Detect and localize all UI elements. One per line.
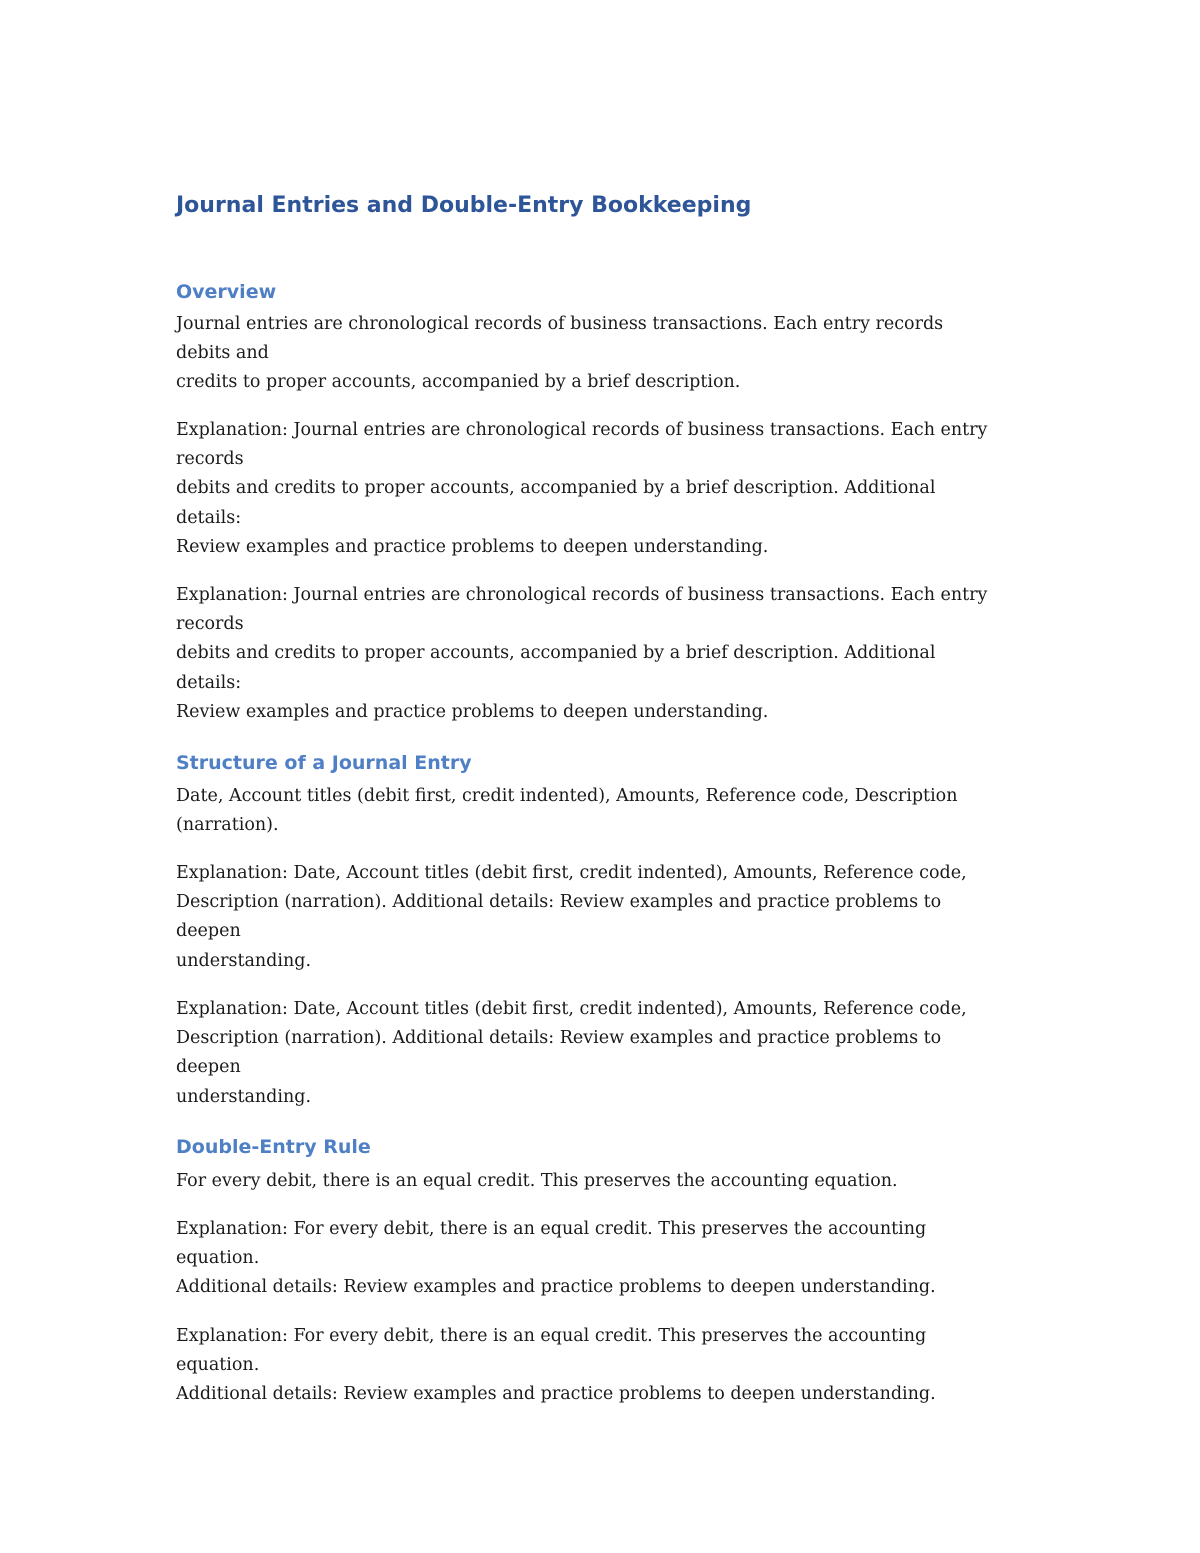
paragraph bbox=[176, 581, 987, 727]
text-line: debits and credits to proper accounts, accompanied by a brief description. Additional bbox=[176, 478, 936, 499]
text-line: Explanation: Journal entries are chronological records of business transactions. Each entry bbox=[176, 585, 988, 605]
text-line: understanding. bbox=[176, 950, 312, 971]
paragraph bbox=[176, 1215, 936, 1303]
section-heading-structure: Structure of a Journal Entry bbox=[176, 752, 472, 774]
paragraph bbox=[176, 1322, 936, 1410]
text-line: Explanation: Date, Account titles (debit first, credit indented), Amounts, Reference code, bbox=[176, 999, 967, 1019]
text-line: debits and credits to proper accounts, accompanied by a brief description. Additional bbox=[176, 643, 936, 664]
text-line: equation. bbox=[176, 1355, 260, 1376]
text-line: deepen bbox=[176, 921, 241, 942]
text-line: deepen bbox=[176, 1057, 241, 1078]
text-line: Review examples and practice problems to deepen understanding. bbox=[176, 536, 769, 557]
text-line: Explanation: For every debit, there is an equal credit. This preserves the accounting bbox=[176, 1219, 927, 1239]
text-line: Explanation: Journal entries are chronological records of business transactions. Each entry bbox=[176, 420, 988, 440]
text-line: Explanation: Date, Account titles (debit first, credit indented), Amounts, Reference code, bbox=[176, 863, 967, 883]
section-heading-double-entry-rule: Double-Entry Rule bbox=[176, 1136, 371, 1158]
paragraph bbox=[176, 1167, 898, 1196]
text-line: Date, Account titles (debit first, credit indented), Amounts, Reference code, Description bbox=[176, 786, 958, 806]
text-line: Additional details: Review examples and practice problems to deepen understanding. bbox=[176, 1384, 936, 1405]
text-line: details: bbox=[176, 672, 242, 693]
paragraph bbox=[176, 782, 957, 840]
paragraph bbox=[176, 310, 943, 398]
text-line: credits to proper accounts, accompanied by a brief description. bbox=[176, 372, 741, 393]
document-title: Journal Entries and Double-Entry Bookkeeping bbox=[176, 193, 752, 218]
paragraph bbox=[176, 416, 987, 562]
text-line: records bbox=[176, 449, 244, 470]
text-line: Additional details: Review examples and practice problems to deepen understanding. bbox=[176, 1277, 936, 1298]
text-line: Journal entries are chronological records of business transactions. Each entry records bbox=[176, 314, 944, 334]
text-line: Description (narration). Additional details: Review examples and practice problems to bbox=[176, 1028, 942, 1049]
paragraph bbox=[176, 859, 967, 976]
text-line: understanding. bbox=[176, 1086, 312, 1107]
text-line: Explanation: For every debit, there is an equal credit. This preserves the accounting bbox=[176, 1326, 927, 1346]
section-heading-overview: Overview bbox=[176, 281, 277, 303]
text-line: records bbox=[176, 614, 244, 635]
text-line: equation. bbox=[176, 1248, 260, 1269]
paragraph bbox=[176, 995, 967, 1112]
text-line: For every debit, there is an equal credit. This preserves the accounting equation. bbox=[176, 1171, 898, 1191]
text-line: debits and bbox=[176, 343, 269, 364]
text-line: details: bbox=[176, 507, 242, 528]
text-line: Description (narration). Additional details: Review examples and practice problems to bbox=[176, 892, 942, 913]
text-line: Review examples and practice problems to deepen understanding. bbox=[176, 701, 769, 722]
text-line: (narration). bbox=[176, 815, 279, 836]
